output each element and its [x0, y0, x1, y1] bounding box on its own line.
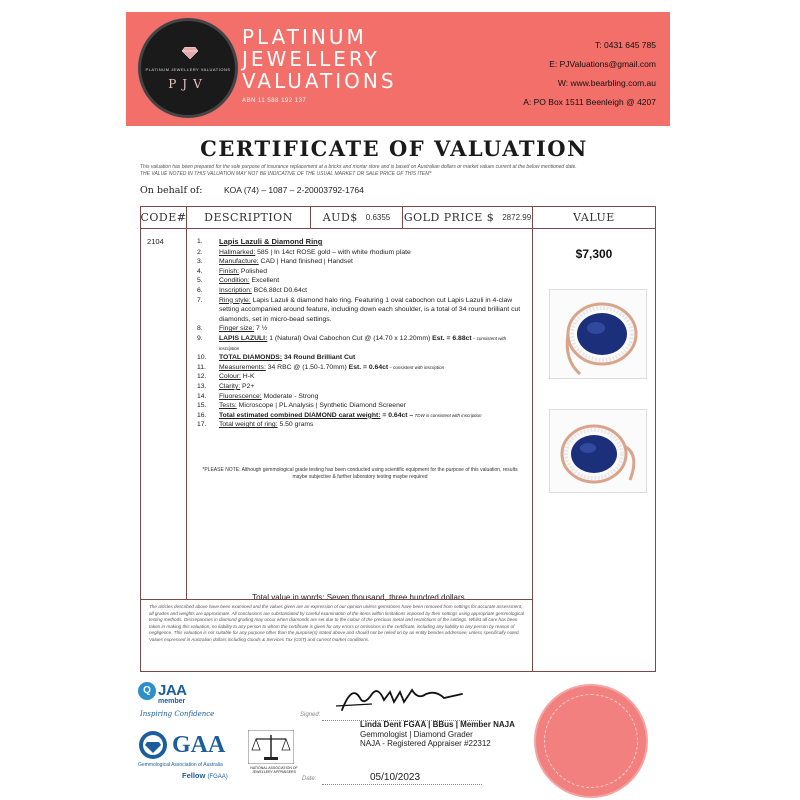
valuation-disclaimer: [140, 164, 660, 177]
item-label: Total weight of ring:: [219, 421, 278, 429]
disclaimer-line: THE VALUE NOTED IN THIS VALUATION MAY NOT BE INDICATIVE OF THE USUAL MARKET OR SALE PRICE OF THIS ITEM*: [140, 170, 432, 177]
ring-photo-front: [549, 289, 647, 379]
naja-logo: [248, 730, 298, 786]
ring-photo-side: [549, 409, 647, 493]
description-item: [197, 276, 527, 286]
date-label: Date:: [302, 776, 317, 782]
description-item: [197, 382, 527, 392]
appraiser-name: Linda Dent FGAA | BBus | Member NAJA: [360, 720, 515, 729]
brand-line: JEWELLERY: [242, 47, 380, 71]
scales-icon: [248, 730, 294, 764]
code-column: [141, 229, 187, 599]
item-label: Fluorescence:: [219, 392, 262, 400]
item-text: Lapis Lazuli & diamond halo ring. Featuring 1 oval cabochon cut Lapis Lazuli in 4-claw setting accompanied around feature, including down each shoulder, is a total of 34 round brilliant cut diamonds, set in micro-bead settings.: [219, 296, 521, 323]
item-label: Total estimated combined DIAMOND carat weight:: [219, 411, 381, 419]
description-item: [197, 401, 527, 411]
email-contact[interactable]: E: PJValuations@gmail.com: [549, 59, 656, 69]
item-text: H-K: [240, 373, 255, 381]
value-header: VALUE: [533, 207, 655, 229]
item-label: Measurements:: [219, 363, 266, 371]
phone-contact: T: 0431 645 785: [595, 40, 656, 50]
item-label: Finish:: [219, 267, 240, 275]
brand-line: VALUATIONS: [242, 69, 397, 93]
item-footnote: TDW is consistent with inscription: [413, 412, 482, 418]
item-text: Microscope | PL Analysis | Synthetic Diamond Screener: [236, 402, 406, 410]
item-label: Lapis Lazuli & Diamond Ring: [219, 237, 323, 246]
item-number: 5.: [197, 277, 203, 285]
description-item: [197, 420, 527, 430]
gaa-logo: [138, 730, 238, 790]
gaa-fellow-label: Fellow: [182, 771, 206, 780]
seal-ring: [544, 694, 638, 788]
description-item: [197, 237, 527, 248]
gaa-fellow-tag: (FGAA): [207, 774, 228, 780]
valuation-date: 05/10/2023: [370, 772, 421, 783]
item-estimate: = 0.64ct –: [380, 411, 414, 419]
total-value-words: Total value in words: Seven thousand, three hundred dollars.: [252, 593, 467, 602]
item-text: 5.50 grams: [277, 421, 314, 429]
gaa-full-name: Gemmological Association of Australia: [138, 762, 223, 768]
description-item: [197, 286, 527, 296]
item-number: 7.: [197, 296, 203, 304]
postal-address: A: PO Box 1511 Beenleigh @ 4207: [523, 97, 656, 107]
jaa-member-label: member: [158, 698, 186, 705]
item-number: 2.: [197, 248, 203, 256]
description-item: [197, 372, 527, 382]
signed-label: Signed:: [300, 712, 321, 718]
item-text: Moderate - Strong: [261, 392, 319, 400]
item-label: LAPIS LAZULI:: [219, 334, 268, 342]
item-footnote: – consistent with inscription: [219, 335, 507, 351]
item-number: 15.: [197, 402, 207, 410]
item-number: 14.: [197, 392, 207, 400]
disclaimer-line: This valuation has been prepared for the sole purpose of insurance replacement at a bricks and mortar store and is based on Australian dollars or market values current at the below mentioned date.: [140, 164, 577, 170]
pjv-logo: [138, 18, 238, 118]
item-label: Ring style:: [219, 296, 251, 304]
item-label: Tests:: [219, 402, 237, 410]
header-banner: [126, 12, 670, 126]
abn-number: ABN 11 588 192 137: [242, 98, 307, 104]
description-header: DESCRIPTION: [187, 207, 311, 229]
certificate-page: [124, 8, 684, 792]
logo-monogram: PJV: [168, 77, 208, 91]
embossed-seal: [534, 684, 648, 798]
item-text: CAD | Hand finished | Handset: [258, 258, 353, 266]
description-item: [197, 248, 527, 258]
item-number: 4.: [197, 267, 203, 275]
item-number: 6.: [197, 286, 203, 294]
ring-image: [550, 410, 647, 493]
item-estimate: Est. = 0.64ct: [348, 363, 389, 371]
item-label: Colour:: [219, 373, 241, 381]
valuation-price: $7,300: [575, 247, 613, 261]
description-item: [197, 353, 527, 363]
gold-value: 2872.99: [502, 213, 532, 222]
description-item: [197, 267, 527, 277]
value-column: [533, 229, 655, 671]
item-text: 585 | In 14ct ROSE gold – with white rhodium plate: [255, 248, 411, 256]
item-text: 34 RBC @ (1.50-1.70mm): [265, 363, 349, 371]
aud-label: AUD$: [322, 211, 358, 224]
item-number: 17.: [197, 421, 207, 429]
item-number: 9.: [197, 334, 203, 342]
behalf-label: On behalf of:: [140, 185, 203, 196]
description-item: [197, 392, 527, 402]
gaa-fellow: [182, 771, 228, 780]
item-number: 13.: [197, 382, 207, 390]
item-number: 1.: [197, 238, 203, 245]
item-text: Excellent: [249, 277, 280, 285]
item-label: Inscription:: [219, 286, 252, 294]
description-column: [187, 229, 533, 602]
description-item: [197, 363, 527, 373]
signature-image: [332, 680, 482, 716]
item-text: BC6.88ct D0.64ct: [251, 286, 308, 294]
gaa-name: GAA: [172, 732, 226, 758]
jaa-tagline: Inspiring Confidence: [140, 710, 215, 718]
gold-label: GOLD PRICE $: [403, 211, 495, 224]
logo-small-text: PLATINUM JEWELLERY VALUATIONS: [145, 67, 231, 72]
testing-note: *PLEASE NOTE: Although gemmological grade testing has been conducted using scientific equipment for the purpose of this valuation, results maybe subjective & further laboratory testing maybe required: [202, 467, 518, 480]
code-header: CODE#: [141, 207, 187, 229]
item-number: 10.: [197, 354, 207, 362]
date-line: [322, 784, 482, 785]
description-list: [197, 237, 527, 430]
contact-details: [523, 36, 656, 112]
naja-text: NATIONAL ASSOCIATION OF JEWELLERY APPRAISERS: [250, 766, 298, 775]
gold-price-header: [403, 207, 533, 229]
valuation-table: [140, 206, 656, 672]
behalf-value: KOA (74) – 1087 – 2-20003792-1764: [224, 185, 364, 195]
on-behalf-of: [140, 185, 364, 196]
diamond-icon: [182, 47, 198, 59]
item-label: Manufacture:: [219, 258, 259, 266]
item-label: Clarity:: [219, 382, 241, 390]
item-number: 16.: [197, 411, 207, 419]
jaa-badge-icon: Q: [138, 682, 156, 700]
description-item: [197, 257, 527, 267]
jaa-member-logo: [138, 680, 218, 724]
item-text: P2+: [240, 382, 255, 390]
gaa-emblem-icon: [138, 730, 168, 760]
appraiser-role: Gemmologist | Diamond Grader: [360, 729, 473, 739]
website-link[interactable]: W: www.bearbling.com.au: [557, 78, 656, 88]
item-number: 11.: [197, 363, 206, 371]
ring-image: [550, 290, 647, 379]
fine-print-disclaimer: The articles described above have been examined and the values given are an expression of our opinion unless gemstones have been removed from settings for accurate assessment, all grades and weights are approximate. All conclusions are substantiated by careful examination of the items within limitations imposed by their settings using appropriate gemmological testing methods. Discrepancies in diamond grading may occur when diamonds are set due to the colour of the precious metal and restrictions of the settings. Whilst all care has been taken in making this valuation, no liability to any person to whom the certificate is given for any errors or omissions in the certificate, including any liability to any person by reason of negligence. This valuation is not suitable for any purpose other than the purpose(s) stated above and should not be relied on by an entity besides addressee, unless specifically noted. Values expressed in Australian dollars including Goods & Services Tax (GST) and current market conditions.: [141, 599, 533, 671]
item-text: 1 (Natural) Oval Cabochon Cut @ (14.70 x 12.20mm): [267, 334, 433, 342]
item-estimate: Est. = 6.88ct: [432, 334, 472, 342]
item-number: 8.: [197, 325, 203, 333]
brand-name: [242, 26, 397, 92]
item-text: Polished: [239, 267, 267, 275]
item-label: Finger size:: [219, 325, 255, 333]
item-text: 7 ½: [254, 325, 268, 333]
aud-value: 0.6355: [365, 213, 391, 222]
item-code: 2104: [147, 237, 164, 246]
description-item: [197, 411, 527, 421]
item-footnote: – consistent with inscription: [388, 364, 445, 370]
item-number: 12.: [197, 373, 207, 381]
item-label: Condition:: [219, 277, 250, 285]
appraiser-details: [360, 720, 515, 749]
description-item: [197, 324, 527, 334]
item-number: 3.: [197, 258, 203, 266]
item-text: 34 Round Brilliant Cut: [282, 354, 356, 362]
jaa-name: JAA: [158, 682, 187, 699]
brand-line: PLATINUM: [242, 25, 367, 49]
item-label: TOTAL DIAMONDS:: [219, 354, 283, 362]
certificate-title: CERTIFICATE OF VALUATION: [200, 136, 588, 161]
description-item: [197, 334, 527, 353]
aud-header: [311, 207, 403, 229]
item-label: Hallmarked:: [219, 248, 256, 256]
description-item: [197, 296, 527, 325]
appraiser-registration: NAJA - Registered Appraiser #22312: [360, 739, 491, 749]
